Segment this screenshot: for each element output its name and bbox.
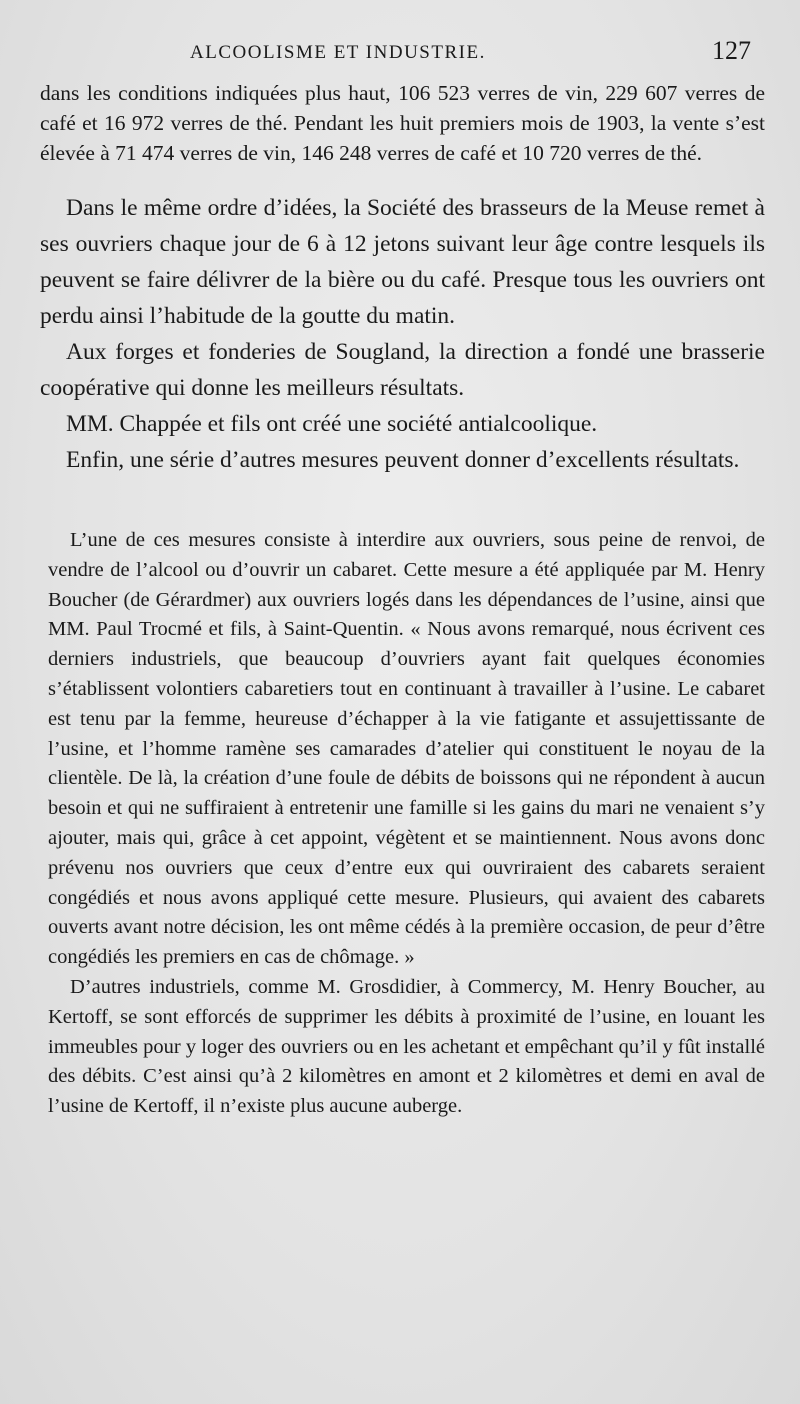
paragraph-chappee: MM. Chappée et fils ont créé une société antialcoolique. [66,411,598,437]
paragraph-sougland-forges: Aux forges et fonderies de Sougland, la direction a fondé une brasserie coopérative qui donne les meilleurs résultats. [40,339,765,401]
paragraph-debits-suppression: D’autres industriels, comme M. Grosdidier, à Commercy, M. Henry Boucher, au Kertoff, se sont efforcés de supprimer les débits à proximité de l’usine, en louant les immeubles pour y loger des ouvriers ou en les achetant et empêchant qu’il y fût installé des débits. C’est ainsi qu’à 2 kilomètres en amont et 2 kilomètres et demi en aval de l’usine de Kertoff, il n’existe plus aucune auberge. [48,975,765,1118]
paragraph-cabaret-ban: L’une de ces mesures consiste à interdire aux ouvriers, sous peine de renvoi, de vendre de l’alcool ou d’ouvrir un cabaret. Cette mesure a été appliquée par M. Henry Boucher (de Gérardmer) aux ouvriers logés dans les dépendances de l’usine, ainsi que MM. Paul Trocmé et fils, à Saint-Quentin. « Nous avons remarqué, nous écrivent ces derniers industriels, que beaucoup d’ouvriers ayant fait quelques économies s’établissent volontiers cabaretiers tout en continuant à travailler à l’usine. Le cabaret est tenu par la femme, heureuse d’échapper à la vie fatigante et assujettissante de l’usine, et l’homme ramène ses camarades d’atelier qui constituent le noyau de la clientèle. De là, la création d’une foule de débits de boissons qui ne répondent à aucun besoin et qui ne suffiraient à entretenir une famille si les gains du mari ne venaient s’y ajouter, mais qui, grâce à cet appoint, végètent et se maintiennent. Nous avons donc prévenu nos ouvriers que ceux d’entre eux qui ouvriraient des cabarets seraient congédiés et nous avons appliqué cette mesure. Plusieurs, qui avaient des cabarets ouverts avant notre décision, les ont même cédés à la première occasion, de peur d’être congédiés les premiers en cas de chômage. » [48,529,765,969]
paragraph-other-measures: Enfin, une série d’autres mesures peuvent donner d’excellents résultats. [66,447,740,473]
paragraph-brewers-society: Dans le même ordre d’idées, la Société des brasseurs de la Meuse remet à ses ouvriers chaque jour de 6 à 12 jetons suivant leur âge contre lesquels ils peuvent se faire délivrer de la bière ou du café. Presque tous les ouvriers ont perdu ainsi l’habitude de la goutte du matin. [40,195,765,329]
body-text [40,78,765,1122]
running-title: ALCOOLISME ET INDUSTRIE. [190,42,486,63]
page-header [0,34,800,74]
page-number: 127 [712,36,751,65]
paragraph-wine-coffee-sales: dans les conditions indiquées plus haut, 106 523 verres de vin, 229 607 verres de café et 16 972 verres de thé. Pendant les huit premiers mois de 1903, la vente s’est élevée à 71 474 verres de vin, 146 248 verres de café et 10 720 verres de thé. [40,81,765,165]
